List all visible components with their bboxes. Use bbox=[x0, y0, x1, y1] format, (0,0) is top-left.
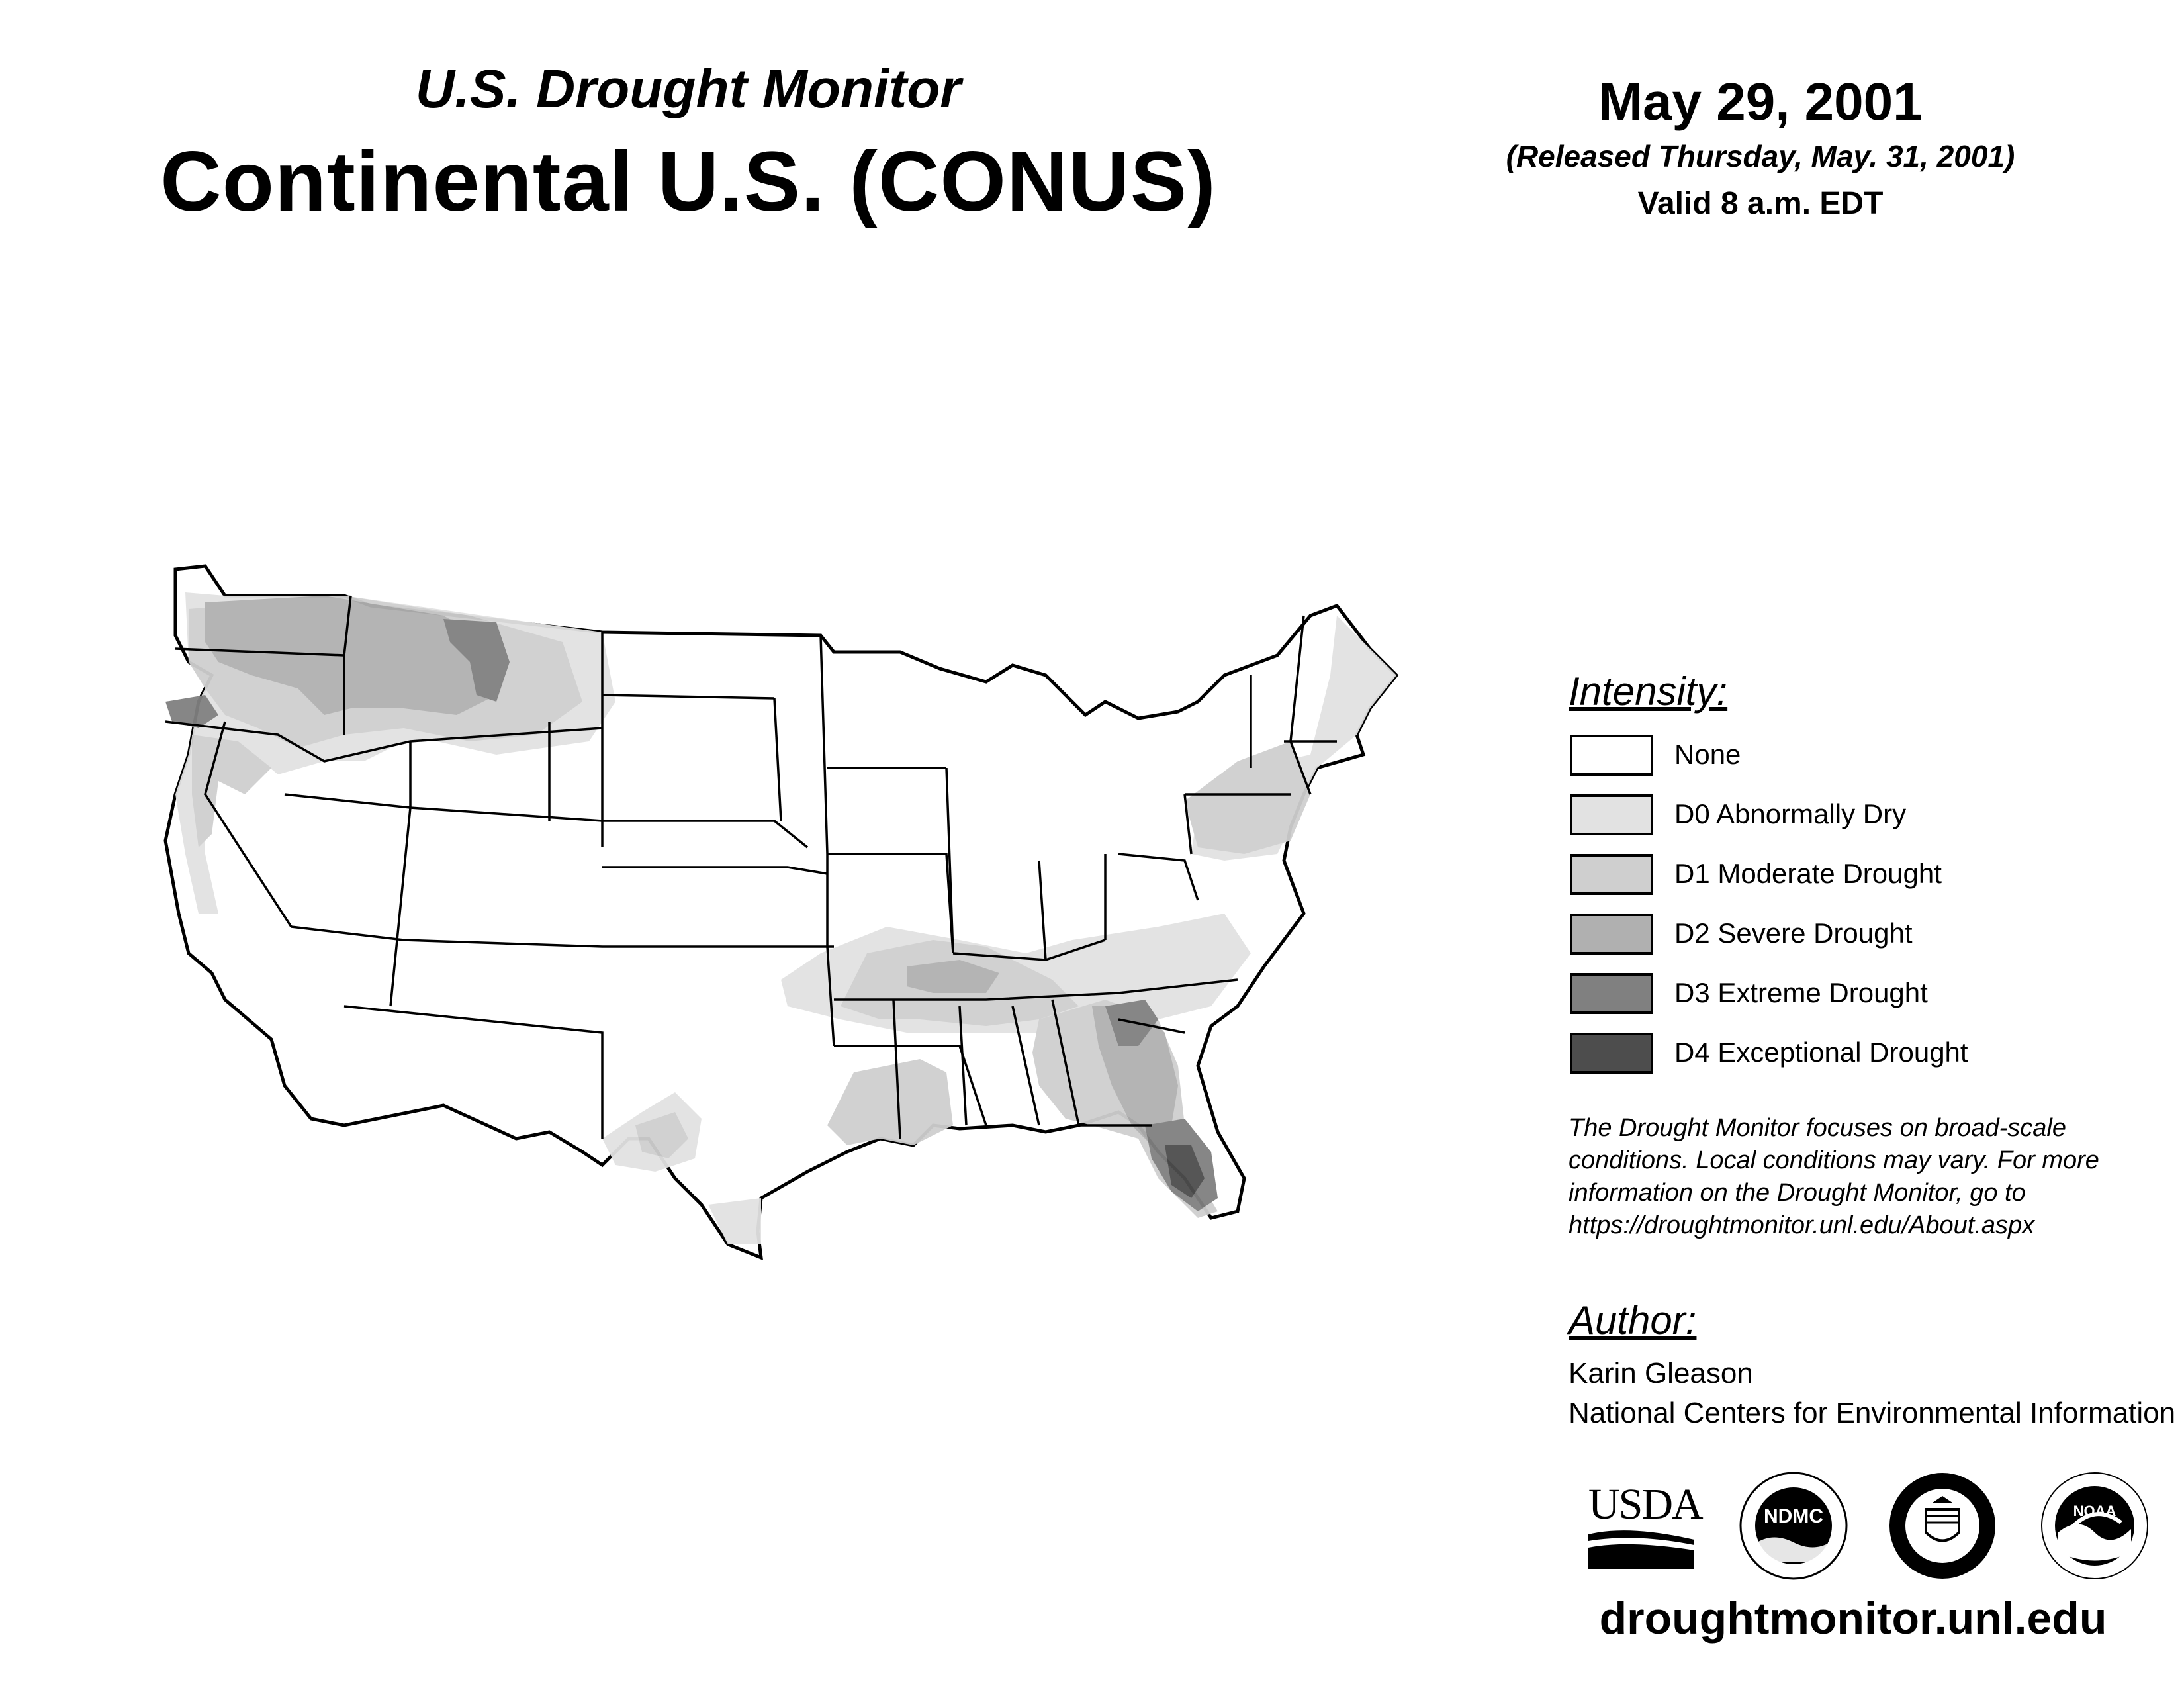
legend-item-d2 bbox=[1569, 907, 2184, 966]
legend-item-d4 bbox=[1569, 1026, 2184, 1086]
map-date: May 29, 2001 bbox=[1598, 72, 1923, 131]
legend-label: D2 Severe Drought bbox=[1674, 917, 1913, 949]
author-name: Karin Gleason bbox=[1569, 1357, 1753, 1389]
note-line: conditions. Local conditions may vary. For more bbox=[1569, 1147, 2099, 1174]
legend-item-d1 bbox=[1569, 847, 2184, 907]
legend-item-d3 bbox=[1569, 966, 2184, 1026]
usda-hills-icon bbox=[1588, 1528, 1694, 1574]
legend-label: D3 Extreme Drought bbox=[1674, 977, 1928, 1008]
legend-swatch bbox=[1570, 1033, 1653, 1074]
conus-drought-map bbox=[126, 543, 1476, 1430]
note-line: information on the Drought Monitor, go to bbox=[1569, 1179, 2026, 1207]
ndmc-logo-text: NDMC bbox=[1764, 1505, 1823, 1527]
valid-time: Valid 8 a.m. EDT bbox=[1637, 186, 1884, 221]
legend-swatch bbox=[1570, 794, 1653, 835]
legend-item-none bbox=[1569, 728, 2184, 788]
map-subtitle: U.S. Drought Monitor bbox=[415, 59, 962, 119]
legend-label: D4 Exceptional Drought bbox=[1674, 1037, 1968, 1068]
legend-label: D0 Abnormally Dry bbox=[1674, 798, 1907, 829]
map-header bbox=[106, 53, 1271, 232]
map-title: Continental U.S. (CONUS) bbox=[160, 134, 1216, 229]
legend-swatch bbox=[1570, 735, 1653, 776]
intensity-legend bbox=[1569, 662, 2184, 1086]
note-line: The Drought Monitor focuses on broad-scale bbox=[1569, 1114, 2066, 1142]
note-link[interactable]: https://droughtmonitor.unl.edu/About.aspx bbox=[1569, 1211, 2035, 1239]
website-link[interactable]: droughtmonitor.unl.edu bbox=[1599, 1593, 2107, 1644]
legend-label: None bbox=[1674, 739, 1741, 770]
legend-swatch bbox=[1570, 914, 1653, 955]
noaa-logo bbox=[2038, 1470, 2151, 1582]
commerce-seal-logo bbox=[1886, 1470, 1999, 1582]
release-date: (Released Thursday, May. 31, 2001) bbox=[1506, 139, 2015, 173]
legend-title: Intensity: bbox=[1569, 669, 1728, 714]
legend-swatch bbox=[1570, 854, 1653, 895]
ndmc-logo bbox=[1737, 1470, 1850, 1582]
legend-label: D1 Moderate Drought bbox=[1674, 858, 1942, 889]
usda-logo bbox=[1588, 1481, 1701, 1577]
legend-item-d0 bbox=[1569, 788, 2184, 847]
author-organization: National Centers for Environmental Information bbox=[1569, 1397, 2176, 1429]
disclaimer-note bbox=[1569, 1112, 2177, 1242]
date-block bbox=[1443, 69, 2078, 230]
partner-logos bbox=[1575, 1470, 2184, 1582]
noaa-logo-text: NOAA bbox=[2073, 1503, 2116, 1519]
usda-logo-text: USDA bbox=[1588, 1480, 1702, 1528]
legend-swatch bbox=[1570, 973, 1653, 1014]
author-heading: Author: bbox=[1569, 1298, 1697, 1342]
